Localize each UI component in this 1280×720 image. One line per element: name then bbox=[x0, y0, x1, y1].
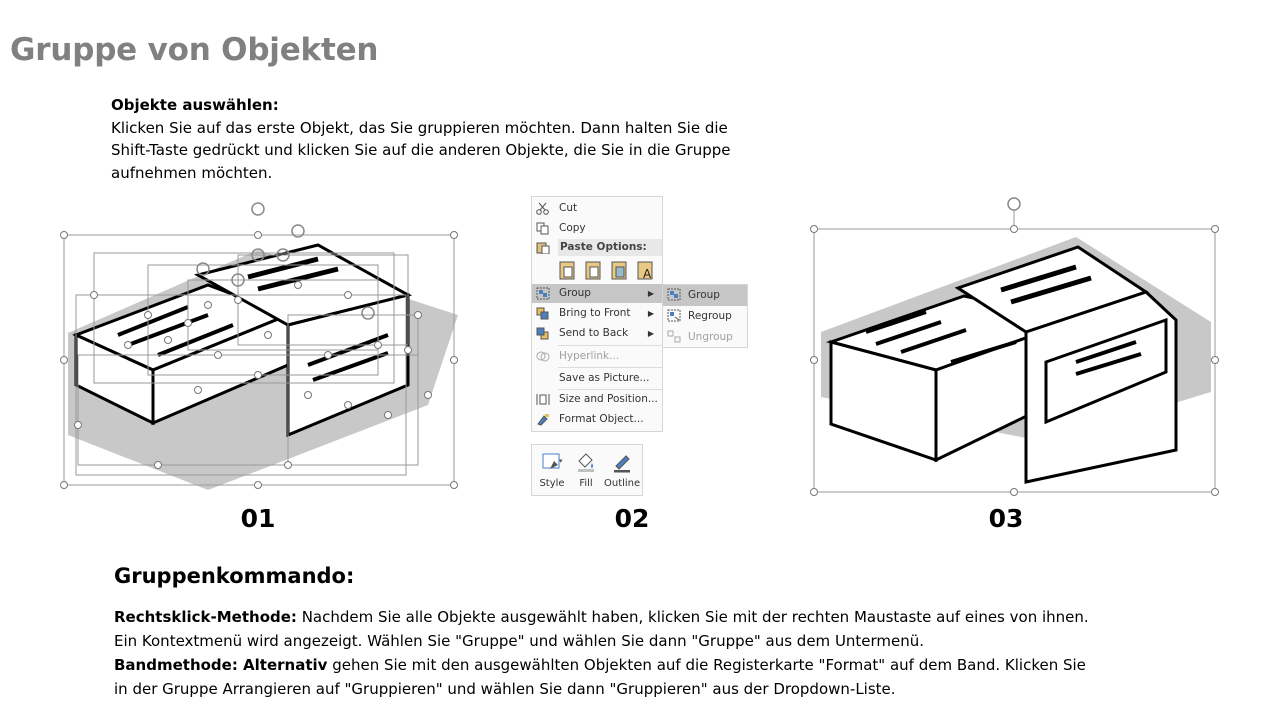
menu-item-format-object[interactable] bbox=[532, 410, 662, 429]
menu-item-hyperlink[interactable] bbox=[532, 347, 662, 366]
submenu-item-ungroup[interactable] bbox=[663, 327, 747, 348]
menu-item-copy[interactable] bbox=[532, 219, 662, 238]
submenu-item-group[interactable] bbox=[663, 285, 747, 306]
right-click-method-text: Nachdem Sie alle Objekte ausgewählt haben, klicken Sie mit der rechten Maustaste auf eines von ihnen. Ein Kontextmenü wird angezeigt. Wählen Sie "Gruppe" und wählen Sie dann "Gruppe" aus dem Untermenü. bbox=[114, 608, 1089, 650]
hyperlink-icon bbox=[536, 350, 550, 363]
figure-01-selected-objects[interactable] bbox=[58, 195, 468, 495]
group-icon bbox=[667, 288, 681, 301]
svg-text:A: A bbox=[643, 267, 652, 281]
regroup-icon bbox=[667, 309, 681, 322]
intro-block bbox=[111, 94, 751, 184]
menu-item-label: Hyperlink... bbox=[559, 350, 620, 362]
style-label: Style bbox=[539, 478, 565, 489]
paragraph-ribbon-method bbox=[114, 654, 1094, 701]
style-button[interactable] bbox=[534, 447, 570, 495]
fill-label: Fill bbox=[579, 478, 593, 489]
fill-button[interactable] bbox=[568, 447, 604, 495]
copy-icon bbox=[536, 222, 550, 235]
intro-heading: Objekte auswählen: bbox=[111, 96, 279, 114]
ungroup-icon bbox=[667, 330, 681, 343]
svg-text:▾: ▾ bbox=[559, 457, 563, 465]
mini-toolbar bbox=[531, 444, 643, 496]
menu-item-send-to-back[interactable] bbox=[532, 324, 662, 343]
outline-button[interactable] bbox=[604, 447, 640, 495]
format-object-icon bbox=[536, 413, 550, 426]
figure-number-03: 03 bbox=[988, 504, 1024, 533]
figure-number-01: 01 bbox=[240, 504, 276, 533]
menu-item-bring-to-front[interactable] bbox=[532, 304, 662, 323]
pen-outline-icon bbox=[612, 451, 634, 473]
size-position-icon bbox=[536, 393, 550, 406]
submenu-item-label: Group bbox=[688, 289, 720, 301]
shape-style-icon bbox=[542, 451, 564, 473]
group-submenu bbox=[662, 284, 748, 348]
intro-text: Klicken Sie auf das erste Objekt, das Sie gruppieren möchten. Dann halten Sie die Shift-Taste gedrückt und klicken Sie auf die anderen Objekte, die Sie in die Gruppe aufnehmen möchten. bbox=[111, 118, 731, 182]
ribbon-method-label: Bandmethode: Alternativ bbox=[114, 656, 328, 674]
page-title: Gruppe von Objekten bbox=[10, 32, 379, 68]
ribbon-method-text: gehen Sie mit den ausgewählten Objekten auf die Registerkarte "Format" auf dem Band. Klicken Sie in der Gruppe Arrangieren auf "Gruppieren" und wählen Sie dann "Gruppieren" aus der Dropdown-Liste. bbox=[114, 656, 1086, 698]
menu-item-save-as-picture[interactable] bbox=[532, 369, 662, 388]
context-menu bbox=[531, 196, 663, 432]
send-back-icon bbox=[536, 327, 550, 340]
figure-number-02: 02 bbox=[614, 504, 650, 533]
menu-item-label: Format Object... bbox=[559, 413, 644, 425]
menu-item-size-and-position[interactable] bbox=[532, 390, 662, 409]
scissors-icon bbox=[536, 202, 550, 215]
right-click-method-label: Rechtsklick-Methode: bbox=[114, 608, 297, 626]
submenu-item-label: Ungroup bbox=[688, 331, 733, 343]
paste-icon bbox=[536, 241, 550, 254]
menu-item-label: Cut bbox=[559, 202, 578, 214]
menu-item-cut[interactable] bbox=[532, 199, 662, 218]
group-command-heading: Gruppenkommando: bbox=[114, 564, 355, 588]
menu-item-label: Copy bbox=[559, 222, 586, 234]
paragraph-right-click-method bbox=[114, 606, 1094, 653]
paste-option-buttons bbox=[558, 259, 662, 281]
outline-label: Outline bbox=[604, 478, 641, 489]
menu-item-label: Save as Picture... bbox=[559, 372, 650, 384]
submenu-arrow-icon: ▶ bbox=[647, 329, 654, 338]
figure-03-grouped-object[interactable] bbox=[806, 192, 1226, 498]
bring-front-icon bbox=[536, 307, 550, 320]
menu-item-label: Group bbox=[559, 287, 591, 299]
menu-item-label: Size and Position... bbox=[559, 393, 658, 405]
submenu-arrow-icon: ▶ bbox=[647, 309, 654, 318]
submenu-item-label: Regroup bbox=[688, 310, 732, 322]
submenu-arrow-icon: ▶ bbox=[647, 289, 654, 298]
menu-item-label: Bring to Front bbox=[559, 307, 631, 319]
menu-item-label: Send to Back bbox=[559, 327, 629, 339]
paint-bucket-icon bbox=[576, 451, 598, 473]
paste-options-header: Paste Options: bbox=[558, 239, 662, 256]
group-icon bbox=[536, 287, 550, 300]
submenu-item-regroup[interactable] bbox=[663, 306, 747, 327]
menu-item-group[interactable] bbox=[532, 284, 662, 303]
